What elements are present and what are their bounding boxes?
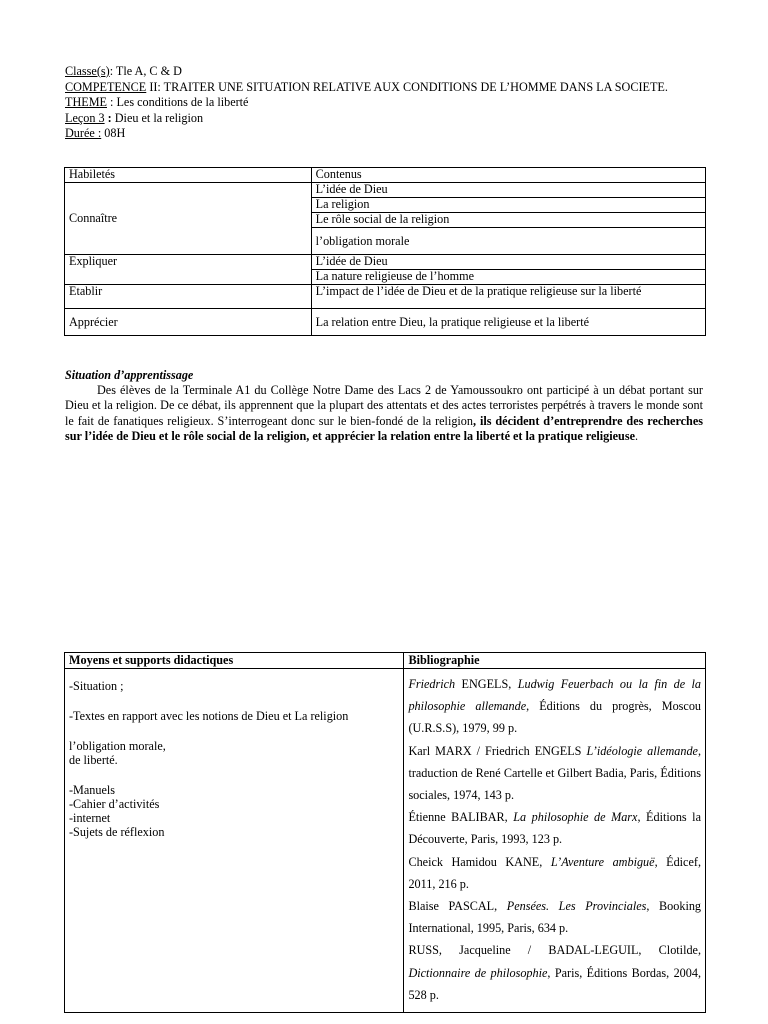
skill-connaitre: Connaître	[65, 183, 312, 255]
bib-entry: Blaise PASCAL, Pensées. Les Provinciales, Booking International, 1995, Paris, 634 p.	[408, 899, 702, 936]
list-item: -Situation ;	[69, 679, 124, 693]
competence-value: II: TRAITER UNE SITUATION RELATIVE AUX CONDITIONS DE L’HOMME DANS LA SOCIETE.	[146, 79, 668, 94]
content-cell: l’obligation morale	[311, 228, 705, 255]
list-item: -Sujets de réflexion	[69, 825, 165, 839]
classes-line	[65, 64, 668, 80]
situation-text	[65, 383, 703, 444]
content-cell: La nature religieuse de l’homme	[311, 270, 705, 285]
content-cell: L’idée de Dieu	[311, 255, 705, 270]
skills-header: Habiletés	[65, 168, 312, 183]
resources-header: Moyens et supports didactiques	[65, 653, 404, 669]
list-item: -Textes en rapport avec les notions de Dieu et La religion	[69, 709, 349, 723]
bibliography-header: Bibliographie	[404, 653, 706, 669]
classes-label: Classe(s)	[65, 64, 110, 78]
skill-expliquer: Expliquer	[65, 255, 312, 285]
content-cell: La relation entre Dieu, la pratique religieuse et la liberté	[311, 309, 705, 336]
lesson-header	[65, 64, 668, 142]
lecon-value: Dieu et la religion	[111, 110, 204, 125]
skill-etablir: Etablir	[65, 285, 312, 309]
resources-list	[65, 669, 404, 1013]
content-cell: La religion	[311, 198, 705, 213]
situation-title: Situation d’apprentissage	[65, 368, 194, 382]
duree-value: 08H	[101, 126, 126, 140]
competence-label: COMPETENCE	[65, 79, 147, 94]
situation-bold: , ils décident d’entreprendre des recherches sur l’idée de Dieu et le rôle social de la religion, et apprécier la relation entre la liberté et la pratique religieuse	[65, 413, 703, 443]
lecon-label: Leçon 3	[65, 110, 105, 125]
theme-value: : Les conditions de la liberté	[106, 95, 249, 109]
list-item: l’obligation morale,	[69, 739, 166, 753]
bib-entry: Cheick Hamidou KANE, L’Aventure ambiguë, Édicef, 2011, 216 p.	[408, 854, 701, 891]
list-item: -Manuels	[69, 783, 116, 797]
situation-end: .	[635, 428, 639, 443]
duree-line	[65, 126, 668, 142]
list-item: -Cahier d’activités	[69, 797, 160, 811]
bib-entry: Friedrich ENGELS, Ludwig Feuerbach ou la fin de la philosophie allemande, Éditions du progrès, Moscou (U.R.S.S), 1979, 99 p.	[408, 677, 702, 736]
lecon-sep: :	[104, 110, 112, 125]
learning-situation	[65, 368, 703, 444]
bib-entry: Étienne BALIBAR, La philosophie de Marx, Éditions la Découverte, Paris, 1993, 123 p.	[408, 810, 701, 847]
bibliography-list	[404, 669, 706, 1013]
bib-entry: RUSS, Jacqueline / BADAL-LEGUIL, Clotilde, Dictionnaire de philosophie, Paris, Éditions Bordas, 2004, 528 p.	[408, 943, 701, 1002]
theme-line	[65, 95, 668, 111]
classes-value: : Tle A, C & D	[109, 64, 182, 78]
skill-apprecier: Apprécier	[65, 309, 312, 336]
list-item: de liberté.	[69, 753, 118, 767]
bib-entry: Karl MARX / Friedrich ENGELS L’idéologie allemande, traduction de René Cartelle et Gilbert Badia, Paris, Éditions sociales, 1974, 143 p.	[408, 743, 701, 803]
situation-body: Des élèves de la Terminale A1 du Collège Notre Dame des Lacs 2 de Yamoussoukro ont participé à un débat portant sur Dieu et la religion. De ce débat, ils apprennent que la plupart des attentats et des actes terroristes perpétrés à travers le monde sont le fait de fanatiques religieux. S’interrogeant donc sur le bien-fondé de la religion	[65, 383, 703, 428]
duree-label: Durée :	[65, 126, 102, 140]
content-cell: L’impact de l’idée de Dieu et de la pratique religieuse sur la liberté	[311, 285, 705, 309]
contents-header: Contenus	[311, 168, 705, 183]
content-cell: Le rôle social de la religion	[311, 213, 705, 228]
resources-table	[64, 652, 706, 1013]
theme-label: THEME	[65, 95, 107, 109]
lecon-line	[65, 111, 668, 127]
skills-table	[64, 167, 706, 336]
list-item: -internet	[69, 811, 111, 825]
content-cell: L’idée de Dieu	[311, 183, 705, 198]
competence-line	[65, 80, 668, 96]
